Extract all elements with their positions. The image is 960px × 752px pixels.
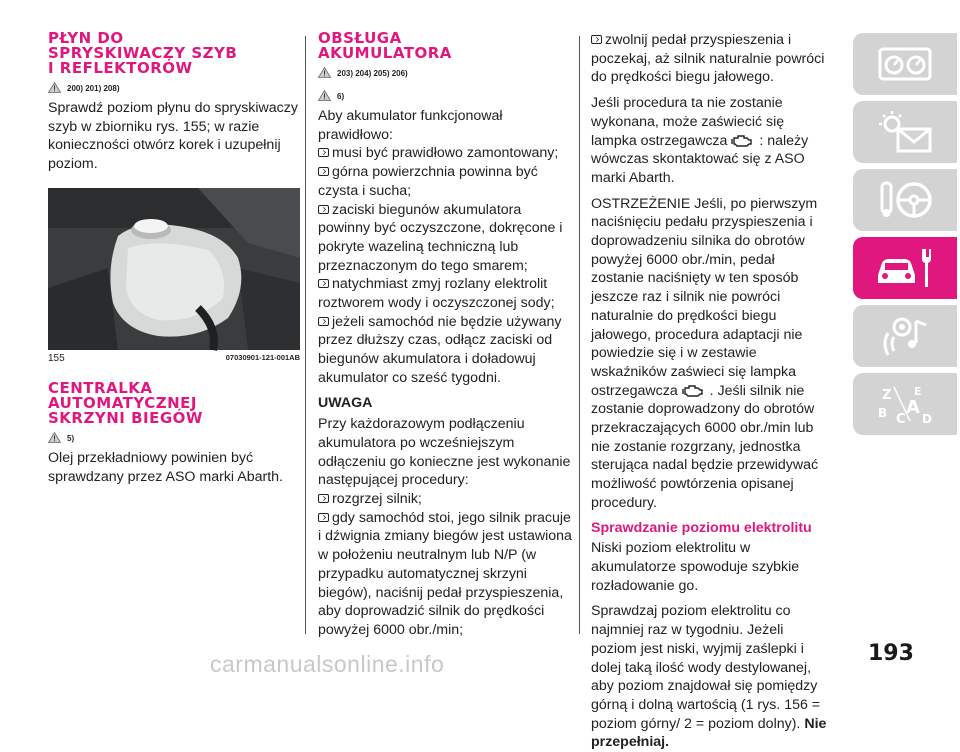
paragraph-note: Przy każdorazowym podłączeniu akumulatora po wcześniejszym odłączeniu go konieczne jest wykonanie następującej procedury:: [318, 416, 571, 489]
paragraph-warning-lamp: Jeśli procedura ta nie zostanie wykonana, może zaświecić się lampka ostrzegawcza : należy wówczas skontaktować się z ASO marki Abarth.: [591, 95, 809, 186]
warning-refs: 203) 204) 205) 206): [337, 69, 408, 78]
bullet-item: jeżeli samochód nie będzie używany przez dłuższy czas, odłącz zaciski od biegunów akumulatora i doładowuj akumulator co sześć tygodni.: [318, 313, 562, 386]
index-letters-icon: [874, 381, 936, 427]
tab-dashboard[interactable]: [853, 33, 957, 95]
checkbox-bullet-icon: [318, 148, 329, 157]
bullet-item: zwolnij pedał przyspieszenia i poczekaj, aż silnik naturalnie powróci do prędkości biegu jałowego.: [591, 32, 825, 86]
checkbox-bullet-icon: [318, 513, 329, 522]
svg-text:A: A: [906, 397, 920, 418]
checkbox-bullet-icon: [591, 35, 602, 44]
heading-auto-gearbox: CENTRALKA AUTOMATYCZNEJ SKRZYNI BIEGÓW: [48, 378, 203, 427]
heading-battery: OBSŁUGA AKUMULATORA: [318, 29, 452, 62]
warning-triangle-icon: [318, 90, 331, 101]
dashboard-icon: [874, 41, 936, 87]
bullet-item: zaciski biegunów akumulatora powinny być oczyszczone, dokręcone i pokryte wazeliną techniczną lub przeznaczonym do tego smarem;: [318, 201, 563, 274]
paragraph-washer-fluid: Sprawdź poziom płynu do spryskiwaczy szyb w zbiorniku rys. 155; w razie konieczności otwórz korek i uzupełnij poziom.: [48, 100, 298, 173]
paragraph-electrolyte-low: Niski poziom elektrolitu w akumulatorze spowoduje szybkie rozładowanie go.: [591, 540, 800, 594]
figure-number: 155: [48, 352, 65, 364]
warning-triangle-icon: [318, 67, 331, 78]
warning-refs-row: [48, 432, 300, 443]
bullet-item: musi być prawidłowo zamontowany;: [318, 144, 574, 163]
svg-text:Z: Z: [882, 388, 892, 403]
light-envelope-icon: [874, 109, 936, 155]
warning-triangle-icon: [48, 82, 61, 93]
steering-wheel-icon: [874, 177, 936, 223]
warning-refs: 5): [67, 433, 75, 443]
tab-multimedia[interactable]: [853, 305, 957, 367]
engine-warning-lamp-icon: [731, 133, 753, 148]
bullet-item: gdy samochód stoi, jego silnik pracuje i dźwignia zmiany biegów jest ustawiona w położeniu neutralnym lub N/P (w przypadku automatycznej skrzyni biegów), naciśnij pedał przyspieszenia, aby doprowadzić silnik do prędkości powyżej 6000 obr./min;: [318, 509, 572, 638]
warning-triangle-icon: [48, 432, 61, 443]
chapter-tabs: [853, 33, 957, 441]
page-number: 193: [868, 641, 914, 666]
figure-washer-reservoir: [48, 188, 300, 350]
watermark: carmanualsonline.info: [210, 651, 445, 677]
figure-code: 07030901-121-001AB: [225, 352, 300, 362]
warning-refs-row: [318, 67, 574, 78]
multimedia-icon: [874, 313, 936, 359]
reservoir-photo-illustration: [48, 188, 300, 350]
column-divider: [579, 36, 580, 634]
subheading-electrolyte: Sprawdzanie poziomu elektrolitu: [591, 519, 812, 536]
column-right: [591, 0, 831, 752]
paragraph-caution: OSTRZEŻENIE Jeśli, po pierwszym naciśnięciu pedału przyspieszenia i doprowadzeniu silnika do obrotów powyżej 6000 obr./min, pedał zostanie naciśnięty w ten sposób jeszcze raz i silnik nie powróci naturalnie do prędkości biegu jałowego, procedura adaptacji nie powiedzie się i w zestawie wskaźników zaświeci się lampka ostrzegawcza . Jeśli silnik nie zostanie doprowadzony do obrotów przekraczających 6000 obr./min lub nie zostanie rozgrzany, jednostka sterująca nadal będzie przewidywać możliwość powtórzenia opisanej procedury.: [591, 195, 819, 511]
paragraph-electrolyte-check: Sprawdzaj poziom elektrolitu co najmniej raz w tygodniu. Jeżeli poziom jest niski, wyjmij zaślepki i dolej taką ilość wody destylowanej, aby poziom znajdował się pomiędzy górną i dolną wartością (1 rys. 156 = poziom górny/ 2 = poziom dolny). Nie przepełniaj.: [591, 603, 827, 751]
tab-index[interactable]: [853, 373, 957, 435]
paragraph-gearbox-oil: Olej przekładniowy powinien być sprawdzany przez ASO marki Abarth.: [48, 449, 283, 485]
svg-text:D: D: [922, 412, 932, 426]
svg-text:B: B: [878, 406, 888, 420]
column-left: [48, 0, 300, 486]
checkbox-bullet-icon: [318, 167, 329, 176]
bullet-item: natychmiast zmyj rozlany elektrolit roztworem wody i oczyszczonej sody;: [318, 276, 555, 312]
paragraph-battery-intro: Aby akumulator funkcjonował prawidłowo:: [318, 108, 503, 143]
car-wrench-icon: [874, 245, 936, 291]
figure-caption: [48, 353, 300, 364]
checkbox-bullet-icon: [318, 494, 329, 503]
warning-refs-row: [48, 82, 300, 93]
svg-text:C: C: [896, 412, 906, 427]
tab-lights-messages[interactable]: [853, 101, 957, 163]
column-middle: [318, 0, 574, 640]
warning-refs: 200) 201) 208): [67, 84, 120, 93]
column-divider: [305, 36, 306, 634]
bullet-item: górna powierzchnia powinna być czysta i sucha;: [318, 164, 538, 199]
tab-safety-driving[interactable]: [853, 169, 957, 231]
heading-washer-fluid: PŁYN DO SPRYSKIWACZY SZYB I REFLEKTORÓW: [48, 29, 238, 77]
svg-text:E: E: [914, 385, 922, 398]
subheading-note: UWAGA: [318, 394, 373, 411]
tab-maintenance[interactable]: [853, 237, 957, 299]
checkbox-bullet-icon: [318, 205, 329, 214]
warning-refs: 6): [337, 92, 345, 101]
warning-refs-row: [318, 90, 574, 101]
checkbox-bullet-icon: [318, 317, 329, 326]
engine-warning-lamp-icon: [682, 383, 704, 398]
checkbox-bullet-icon: [318, 279, 329, 288]
bullet-item: rozgrzej silnik;: [318, 490, 574, 509]
